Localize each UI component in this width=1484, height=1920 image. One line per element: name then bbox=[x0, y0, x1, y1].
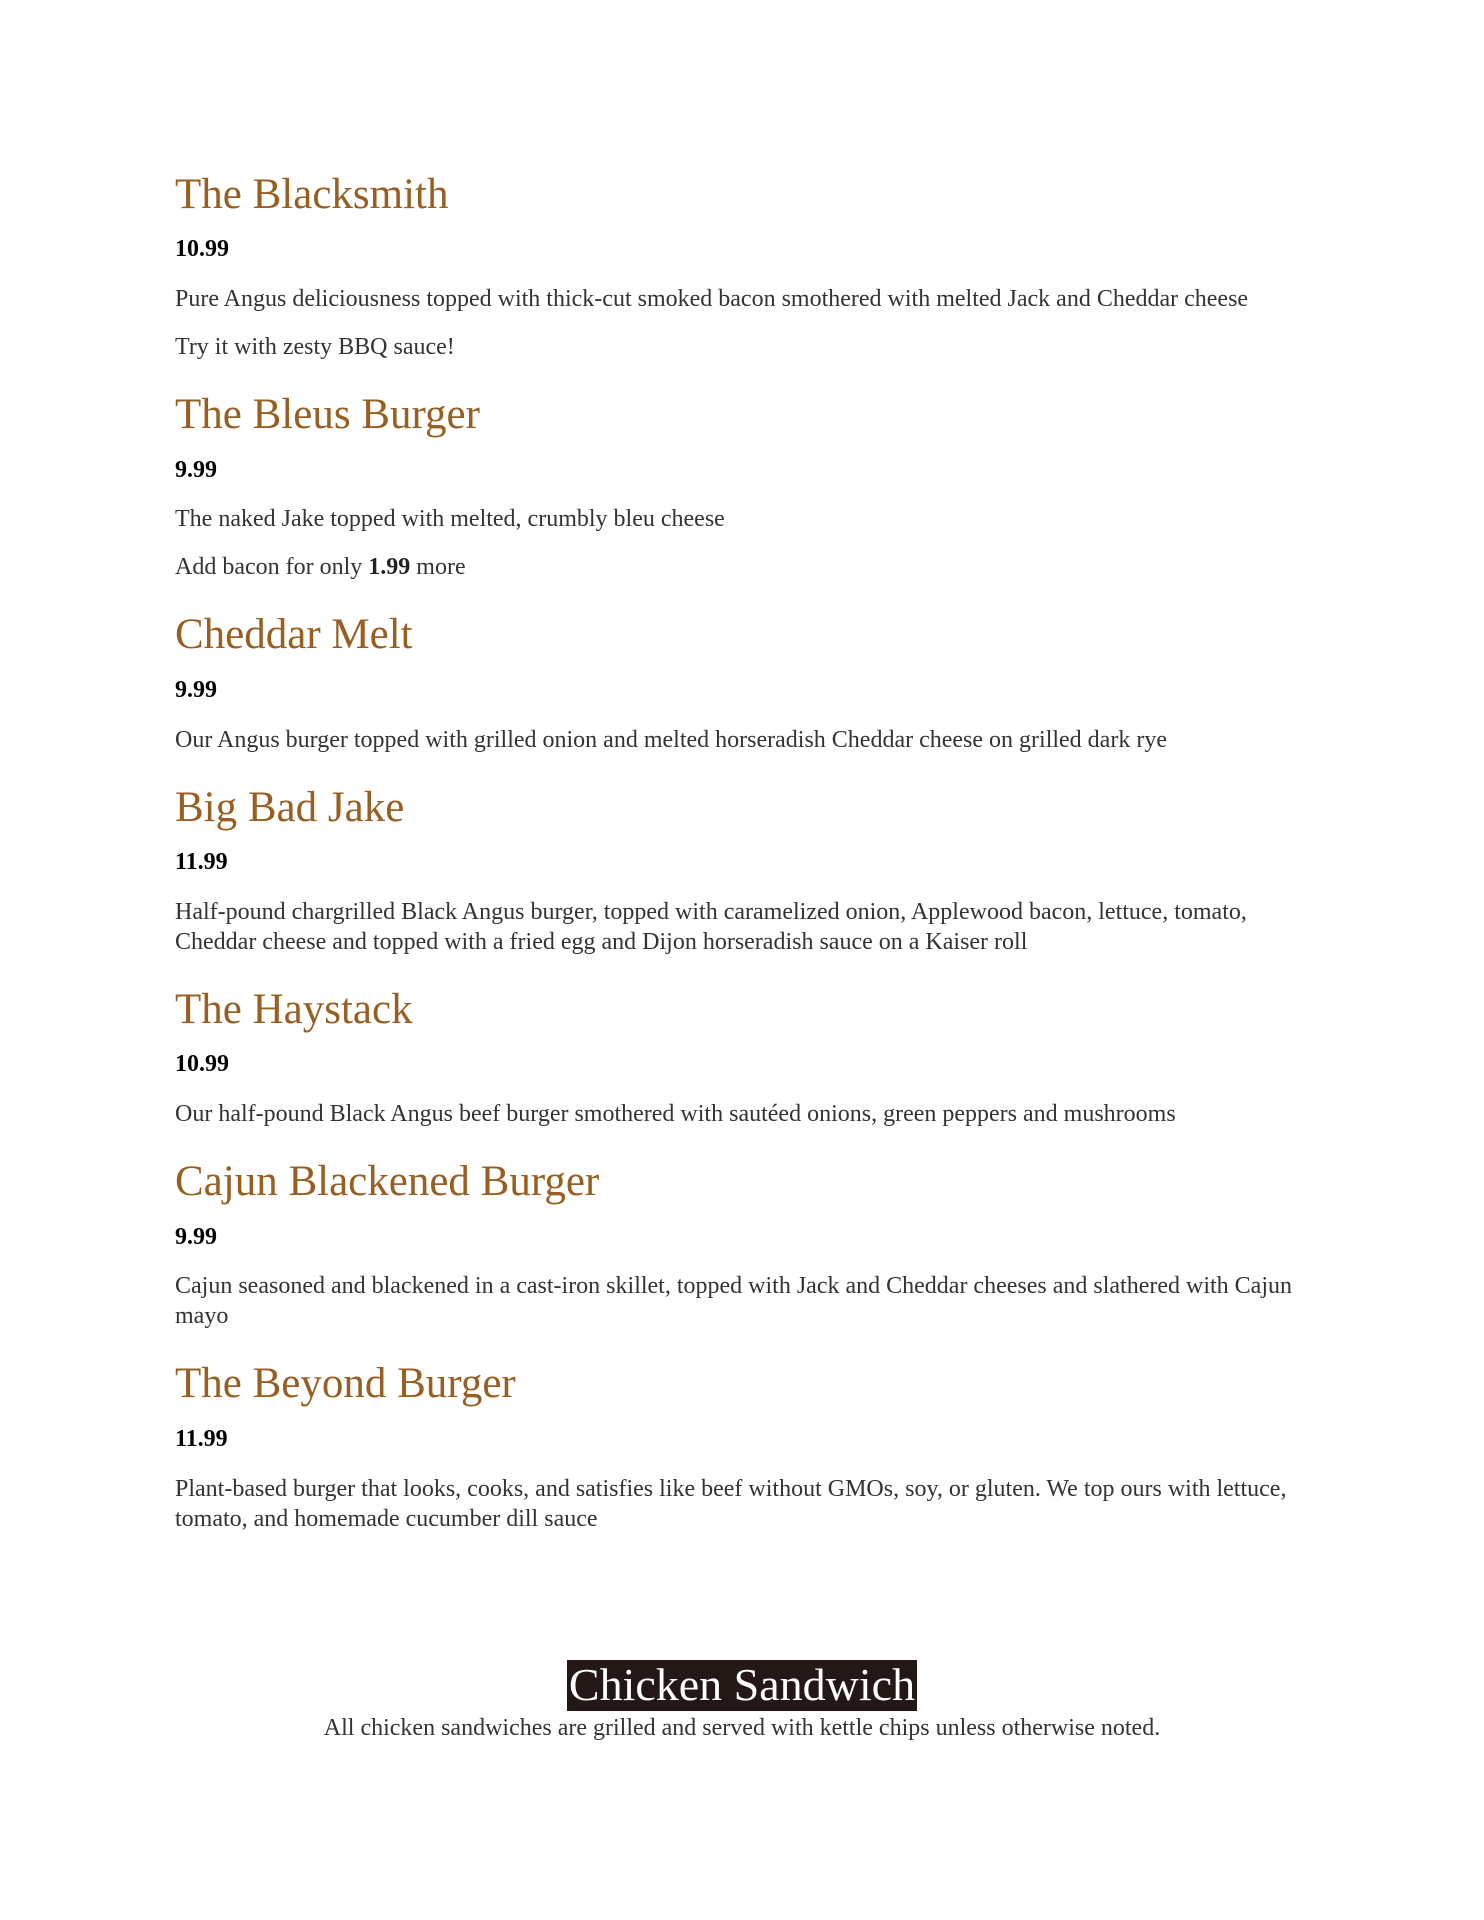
item-name: Cheddar Melt bbox=[175, 611, 413, 659]
item-price: 9.99 bbox=[175, 1223, 217, 1250]
menu-item-cajun-blackened bbox=[175, 1157, 1315, 1331]
item-description: Cajun seasoned and blackened in a cast-iron skillet, topped with Jack and Cheddar cheeses and slathered with Cajun mayo bbox=[175, 1273, 1292, 1330]
item-price: 11.99 bbox=[175, 849, 228, 876]
item-description: Plant-based burger that looks, cooks, and satisfies like beef without GMOs, soy, or gluten. We top ours with lettuce, tomato, and homemade cucumber dill sauce bbox=[175, 1475, 1287, 1532]
item-note bbox=[175, 552, 1315, 582]
menu-item-blacksmith bbox=[175, 170, 1315, 362]
item-description: Our half-pound Black Angus beef burger smothered with sautéed onions, green peppers and mushrooms bbox=[175, 1101, 1176, 1128]
section-title: Chicken Sandwich bbox=[568, 1659, 916, 1710]
item-price: 9.99 bbox=[175, 676, 217, 703]
chicken-sandwich-section bbox=[0, 1660, 1484, 1744]
section-subtitle: All chicken sandwiches are grilled and served with kettle chips unless otherwise noted. bbox=[323, 1714, 1161, 1741]
item-name: The Blacksmith bbox=[175, 171, 449, 218]
menu-item-cheddar-melt bbox=[175, 610, 1315, 754]
item-name: Big Bad Jake bbox=[175, 783, 405, 831]
menu-item-haystack bbox=[175, 985, 1315, 1129]
menu-item-beyond-burger bbox=[175, 1359, 1315, 1533]
menu-item-bleus-burger bbox=[175, 390, 1315, 582]
item-price: 10.99 bbox=[175, 1051, 229, 1078]
item-name: Cajun Blackened Burger bbox=[175, 1158, 600, 1206]
item-description: The naked Jake topped with melted, crumbly bleu cheese bbox=[175, 506, 725, 533]
note-price: 1.99 bbox=[368, 554, 411, 581]
note-prefix: Add bacon for only bbox=[175, 554, 369, 581]
item-name: The Beyond Burger bbox=[175, 1360, 516, 1408]
item-name: The Bleus Burger bbox=[175, 391, 480, 439]
item-description: Half-pound chargrilled Black Angus burger, topped with caramelized onion, Applewood bacon, lettuce, tomato, Cheddar cheese and topped with a fried egg and Dijon horseradish sauce on a Kaiser roll bbox=[175, 898, 1247, 955]
menu-item-big-bad-jake bbox=[175, 783, 1315, 957]
item-description: Our Angus burger topped with grilled onion and melted horseradish Cheddar cheese on grilled dark rye bbox=[175, 726, 1167, 753]
item-price: 10.99 bbox=[175, 236, 229, 263]
note-suffix: more bbox=[410, 554, 466, 581]
item-note: Try it with zesty BBQ sauce! bbox=[175, 334, 455, 361]
item-name: The Haystack bbox=[175, 985, 413, 1033]
item-price: 11.99 bbox=[175, 1425, 228, 1452]
item-price: 9.99 bbox=[175, 456, 217, 483]
menu-page bbox=[175, 170, 1315, 1562]
item-description: Pure Angus deliciousness topped with thick-cut smoked bacon smothered with melted Jack and Cheddar cheese bbox=[175, 286, 1249, 313]
